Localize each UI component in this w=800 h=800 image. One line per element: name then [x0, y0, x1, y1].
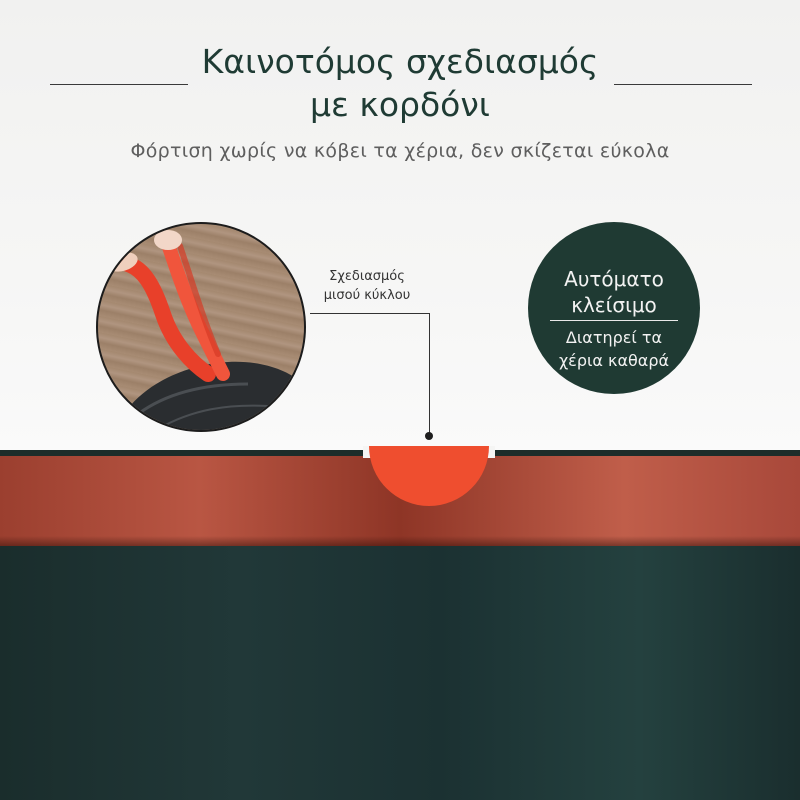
- subtitle: Φόρτιση χωρίς να κόβει τα χέρια, δεν σκίζεται εύκολα: [130, 140, 670, 162]
- badge-sub-line-1: Διατηρεί τα: [565, 328, 663, 347]
- bag-illustration: [98, 224, 306, 432]
- half-circle-callout: [312, 267, 422, 305]
- title-line-2: με κορδόνι: [310, 85, 490, 124]
- title-divider-left: [50, 84, 188, 85]
- badge-title-line-1: Αυτόματο: [564, 267, 664, 291]
- auto-close-badge: [528, 222, 700, 394]
- page-title: [200, 40, 600, 126]
- badge-subtitle: [528, 326, 700, 372]
- callout-dot: [425, 432, 433, 440]
- title-line-1: Καινοτόμος σχεδιασμός: [201, 42, 599, 81]
- half-circle-notch: [369, 446, 489, 508]
- badge-title-line-2: κλείσιμο: [571, 293, 657, 317]
- callout-line-1: Σχεδιασμός: [329, 269, 405, 284]
- badge-sub-line-2: χέρια καθαρά: [558, 351, 670, 370]
- badge-title: [528, 266, 700, 318]
- badge-divider: [550, 320, 678, 321]
- callout-leader-vertical: [429, 313, 430, 435]
- bin-body: [0, 546, 800, 800]
- drawstring-bag-photo: [96, 222, 306, 432]
- callout-leader-horizontal: [310, 313, 430, 314]
- title-divider-right: [614, 84, 752, 85]
- callout-line-2: μισού κύκλου: [323, 288, 411, 303]
